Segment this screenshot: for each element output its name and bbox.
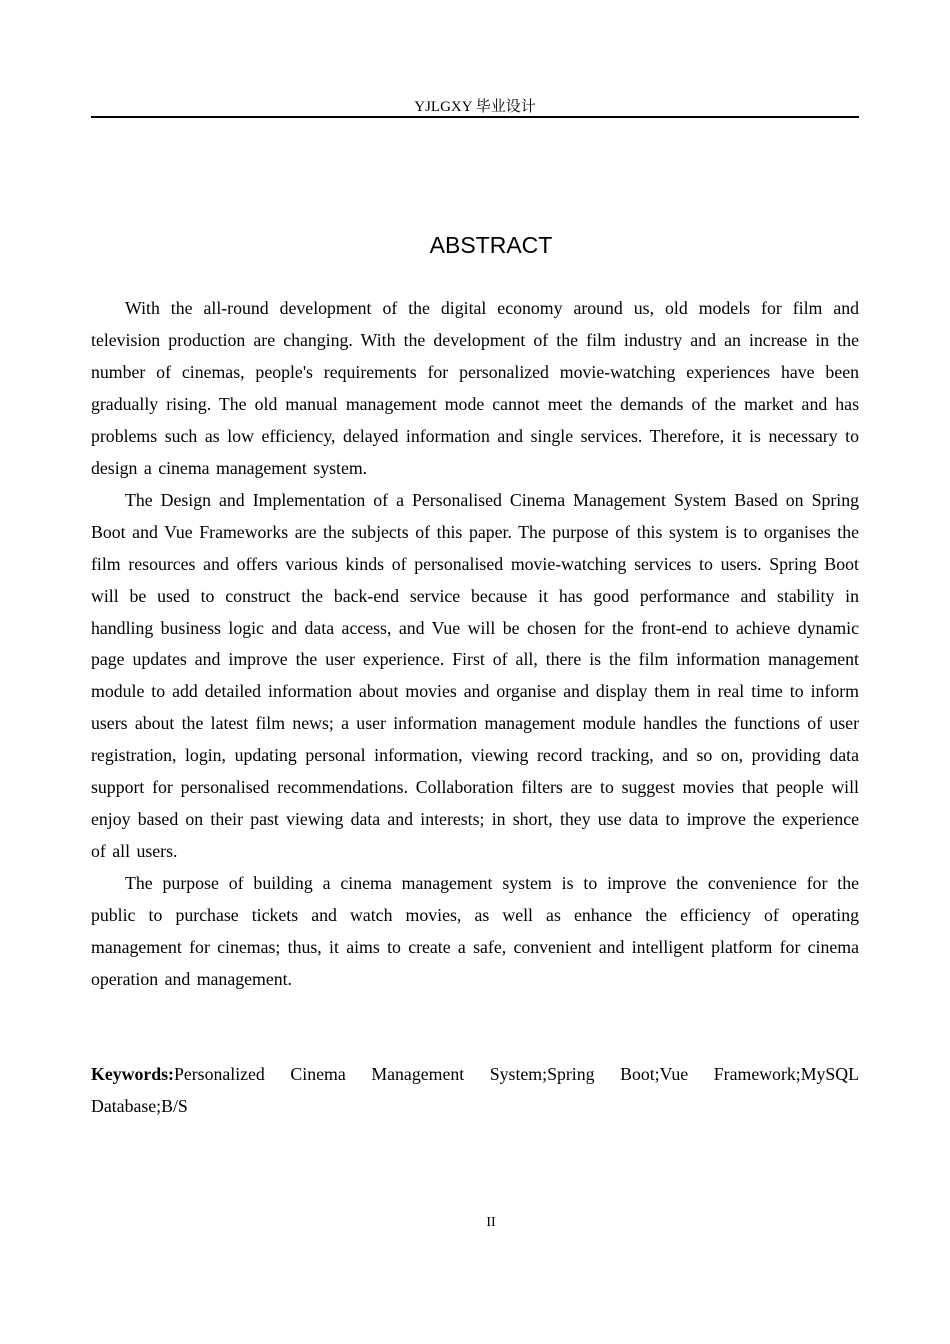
page-number: II <box>486 1215 496 1230</box>
abstract-paragraph-1: With the all-round development of the digital economy around us, old models for film and television production are changing. With the development of the film industry and an increase in the number of cinemas, people's requirements for personalized movie-watching experiences have been gradually rising. The old manual management mode cannot meet the demands of the market and has problems such as low efficiency, delayed information and single services. Therefore, it is necessary to design a cinema management system. <box>91 298 859 478</box>
page-header: YJLGXY 毕业设计 <box>414 99 536 115</box>
keywords-text: Personalized Cinema Management System;Spring Boot;Vue Framework;MySQL Database;B/S <box>91 1064 859 1116</box>
abstract-body <box>91 293 859 996</box>
keywords-line <box>91 1059 859 1123</box>
abstract-paragraph-2: The Design and Implementation of a Personalised Cinema Management System Based on Spring Boot and Vue Frameworks are the subjects of this paper. The purpose of this system is to organises the film resources and offers various kinds of personalised movie-watching services to users. Spring Boot will be used to construct the back-end service because it has good performance and stability in handling business logic and data access, and Vue will be chosen for the front-end to achieve dynamic page updates and improve the user experience. First of all, there is the film information management module to add detailed information about movies and organise and display them in real time to inform users about the latest film news; a user information management module handles the functions of user registration, login, updating personal information, viewing record tracking, and so on, providing data support for personalised recommendations. Collaboration filters are to suggest movies that people will enjoy based on their past viewing data and interests; in short, they use data to improve the experience of all users. <box>91 489 859 862</box>
abstract-paragraph-3: The purpose of building a cinema management system is to improve the convenience for the public to purchase tickets and watch movies, as well as enhance the efficiency of operating management for cinemas; thus, it aims to create a safe, convenient and intelligent platform for cinema operation and management. <box>91 873 859 990</box>
header-rule <box>91 116 859 118</box>
keywords-label: Keywords: <box>91 1064 174 1084</box>
abstract-title: ABSTRACT <box>429 232 553 258</box>
